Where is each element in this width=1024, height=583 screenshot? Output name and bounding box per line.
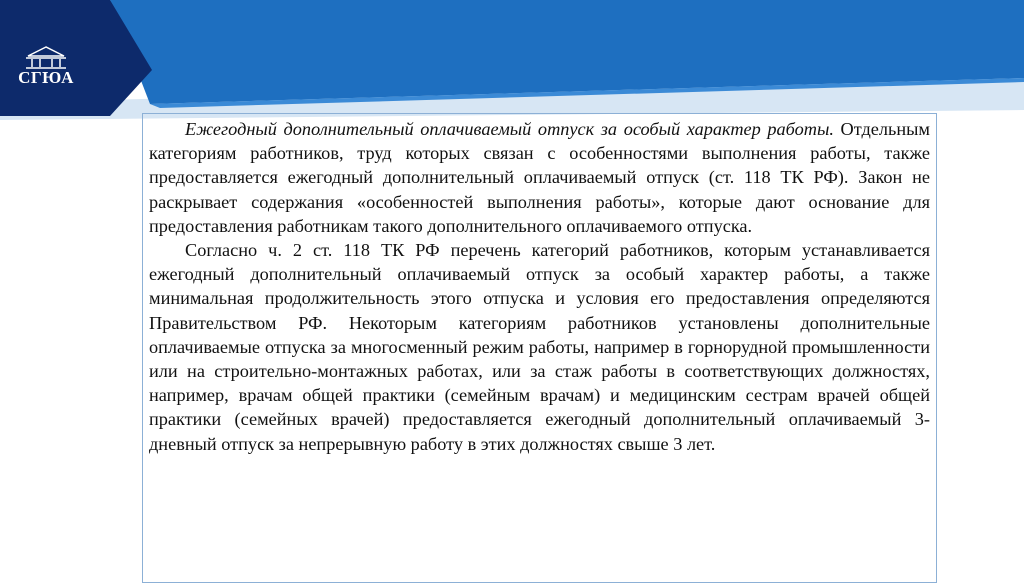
paragraph-1 [149, 117, 930, 238]
logo-text: СГЮА [18, 68, 74, 87]
paragraph-1-body: Отдельным категориям работников, труд которых связан с особенностями выполнения работы, также предоставляется ежегодный дополнительный оплачиваемый отпуск (ст. 118 ТК РФ). Закон не раскрывает содержания «особенностей выполнения работы», которые дают основание для предоставления работникам такого дополнительного оплачиваемого отпуска. [149, 119, 930, 236]
logo [14, 44, 78, 94]
header-background [0, 0, 1024, 120]
header-banner [0, 0, 1024, 120]
building-icon [14, 44, 78, 70]
paragraph-2 [149, 238, 930, 456]
paragraph-2-body: Согласно ч. 2 ст. 118 ТК РФ перечень категорий работников, которым устанавливается ежегодный дополнительный оплачиваемый отпуск за особый характер работы, а также минимальная продолжительность этого отпуска и условия его предоставления определяются Правительством РФ. Некоторым категориям работников установлены дополнительные оплачиваемые отпуска за многосменный режим работы, например в горнорудной промышленности или на строительно-монтажных работах, или за стаж работы в соответствующих должностях, например, врачам общей практики (семейным врачам) и медицинским сестрам врачей общей практики (семейных врачей) предоставляется ежегодный дополнительный оплачиваемый 3-дневный отпуск за непрерывную работу в этих должностях свыше 3 лет. [149, 240, 930, 454]
paragraph-1-heading: Ежегодный дополнительный оплачиваемый отпуск за особый характер работы. [185, 119, 834, 139]
content-box [142, 113, 937, 583]
